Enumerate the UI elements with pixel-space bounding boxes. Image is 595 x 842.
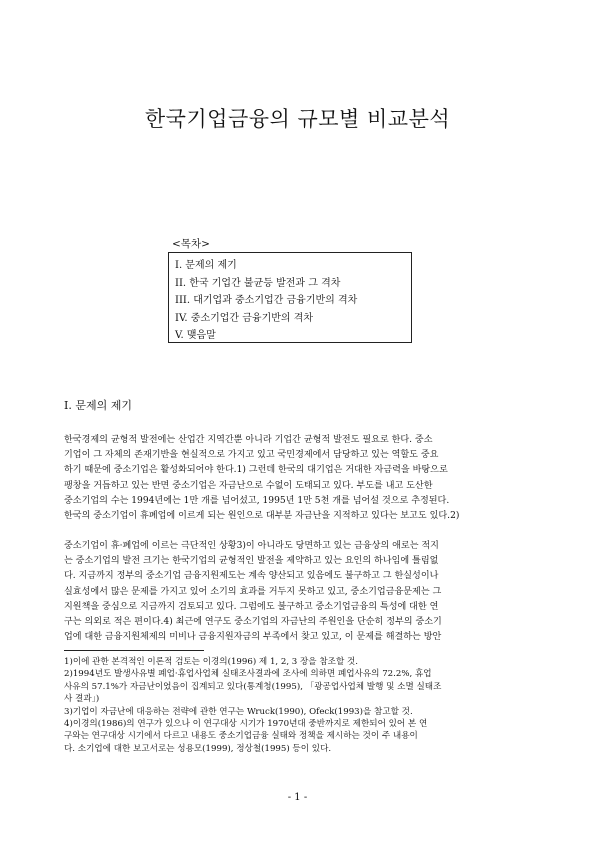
toc-heading: <목차> [172,238,210,250]
footnote-line: 다. 소기업에 대한 보고서로는 성용모(1999), 정상철(1995) 등이 있다. [64,743,332,754]
paragraph-2 [64,539,516,645]
paragraph-line: 다. 지금까지 정부의 중소기업 금융지원제도는 계속 양산되고 있음에도 불구하고 그 한실성이나 [64,571,439,582]
paragraph-line: 업에 대한 금융지원체제의 미비나 금융지원자금의 부족에서 찾고 있고, 이 문제를 해결하는 방안 [64,632,442,643]
toc-item: II. 한국 기업간 불균등 발전과 그 격차 [175,277,341,289]
footnote-line: 4)이경의(1986)의 연구가 있으나 이 연구대상 시기가 1970년대 중반까지로 제한되어 있어 본 연 [64,719,428,730]
toc-item: III. 대기업과 중소기업간 금융기반의 격차 [175,295,358,306]
section-heading: I. 문제의 제기 [64,399,132,412]
footnote-line: 사 결과」) [64,694,100,705]
table-of-contents [168,252,412,343]
paragraph-line: 한국의 중소기업이 휴폐업에 이르게 되는 원인으로 대부분 자금난을 지적하고 있다는 보고도 있다.2) [64,511,460,522]
footnote-line: 사유의 57.1%가 자금난이었음이 집계되고 있다(통계청(1995), 「광공업사업체 발행 및 소멸 실태조 [64,681,442,692]
toc-item: I. 문제의 제기 [175,260,237,271]
paragraph-line: 팽창을 거듭하고 있는 반면 중소기업은 자금난으로 수없이 도태되고 있다. 부도를 내고 도산한 [64,480,433,491]
paragraph-line: 기업이 그 자체의 존재기반을 현실적으로 가지고 있고 국민경제에서 담당하고 있는 역할도 중요 [64,450,439,461]
paragraph-line: 한국경제의 균형적 발전에는 산업간 지역간뿐 아니라 기업간 균형적 발전도 필요로 한다. 중소 [64,435,433,445]
paragraph-line: 실효성에서 많은 문제를 가지고 있어 소기의 효과를 거두지 못하고 있고, 중소기업금융문제는 그 [64,586,442,597]
paragraph-line: 하기 때문에 중소기업은 활성화되어야 한다.1) 그런데 한국의 대기업은 거대한 자금력을 바탕으로 [64,465,448,476]
footnote-line: 구와는 연구대상 시기에서 다르고 내용도 중소기업금융 실태와 정책을 제시하는 것이 주 내용이 [64,731,418,742]
footnotes [64,656,516,755]
footnote-line: 3)기업이 자금난에 대응하는 전략에 관한 연구는 Wruck(1990), Ofeck(1993)을 참고할 것. [64,706,413,717]
page-number: - 1 - [287,792,308,803]
toc-item: V. 맺음말 [175,330,216,341]
paragraph-line: 는 중소기업의 발전 크기는 한국기업의 균형적인 발전을 제약하고 있는 요인의 하나임에 틀림없 [64,556,439,567]
paragraph-1 [64,433,516,524]
footnote-line: 2)1994년도 발생사유별 폐업·휴업사업체 실태조사결과에 조사에 의하면 폐업사유의 72.2%, 휴업 [64,669,432,680]
paragraph-line: 중소기업의 수는 1994년에는 1만 개를 넘어섰고, 1995년 1만 5천 개를 넘어설 것으로 추정된다. [64,495,450,506]
toc-item: IV. 중소기업간 금융기반의 격차 [175,312,314,324]
paragraph-line: 구는 의외로 적은 편이다.4) 최근에 연구도 중소기업의 자금난의 주원인을 단순히 정부의 중소기 [64,617,442,628]
footnote-line: 1)이에 관한 본격적인 이론적 검토는 이경의(1996) 제 1, 2, 3 장을 참조할 것. [64,657,359,667]
paragraph-line: 중소기업이 휴·폐업에 이르는 극단적인 상황3)이 아니라도 당면하고 있는 금융상의 애로는 적지 [64,541,439,551]
document-title: 한국기업금융의 규모별 비교분석 [144,107,451,131]
paragraph-line: 지원책을 중심으로 지금까지 검토되고 있다. 그럼에도 불구하고 중소기업금융의 특성에 대한 연 [64,601,439,612]
footnote-divider [64,650,204,651]
